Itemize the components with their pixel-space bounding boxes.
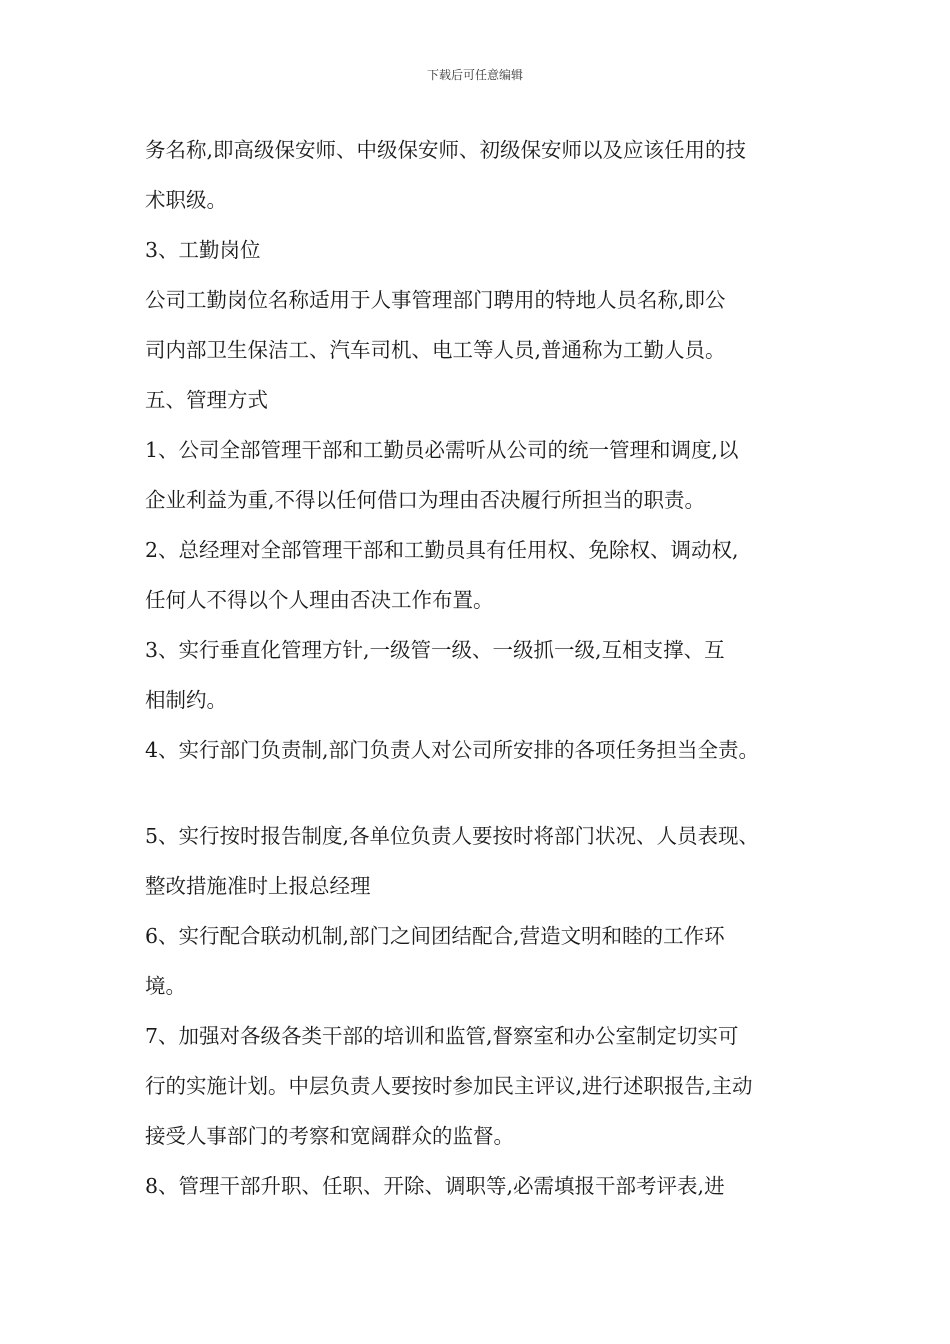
text-line: 5、实行按时报告制度,各单位负责人要按时将部门状况、人员表现、 — [145, 824, 760, 848]
page-header: 下载后可任意编辑 — [426, 68, 523, 82]
text-line: 务名称,即高级保安师、中级保安师、初级保安师以及应该任用的技 — [145, 138, 747, 162]
document-body — [145, 130, 835, 1216]
text-line: 任何人不得以个人理由否决工作布置。 — [145, 588, 494, 612]
text-line: 接受人事部门的考察和宽阔群众的监督。 — [145, 1124, 514, 1148]
text-line: 行的实施计划。中层负责人要按时参加民主评议,进行述职报告,主动 — [145, 1074, 753, 1098]
text-line: 术职级。 — [145, 188, 227, 212]
text-line: 2、总经理对全部管理干部和工勤员具有任用权、免除权、调动权, — [145, 538, 739, 562]
text-line: 司内部卫生保洁工、汽车司机、电工等人员,普通称为工勤人员。 — [145, 338, 726, 362]
text-line: 1、公司全部管理干部和工勤员必需听从公司的统一管理和调度,以 — [145, 438, 739, 462]
text-line: 6、实行配合联动机制,部门之间团结配合,营造文明和睦的工作环 — [145, 924, 725, 948]
text-line: 相制约。 — [145, 688, 227, 712]
text-line: 公司工勤岗位名称适用于人事管理部门聘用的特地人员名称,即公 — [145, 288, 726, 312]
text-line: 3、实行垂直化管理方针,一级管一级、一级抓一级,互相支撑、互 — [145, 638, 725, 662]
text-line: 7、加强对各级各类干部的培训和监管,督察室和办公室制定切实可 — [145, 1024, 739, 1048]
text-line: 企业利益为重,不得以任何借口为理由否决履行所担当的职责。 — [145, 488, 706, 512]
text-line: 8、管理干部升职、任职、开除、调职等,必需填报干部考评表,进 — [145, 1174, 725, 1198]
section-heading: 五、管理方式 — [145, 388, 268, 412]
text-line: 整改措施准时上报总经理 — [145, 874, 371, 898]
section-heading: 3、工勤岗位 — [145, 238, 261, 262]
text-line: 境。 — [145, 974, 186, 998]
text-line: 4、实行部门负责制,部门负责人对公司所安排的各项任务担当全责。 — [145, 738, 760, 762]
paragraph-gap — [145, 780, 835, 816]
